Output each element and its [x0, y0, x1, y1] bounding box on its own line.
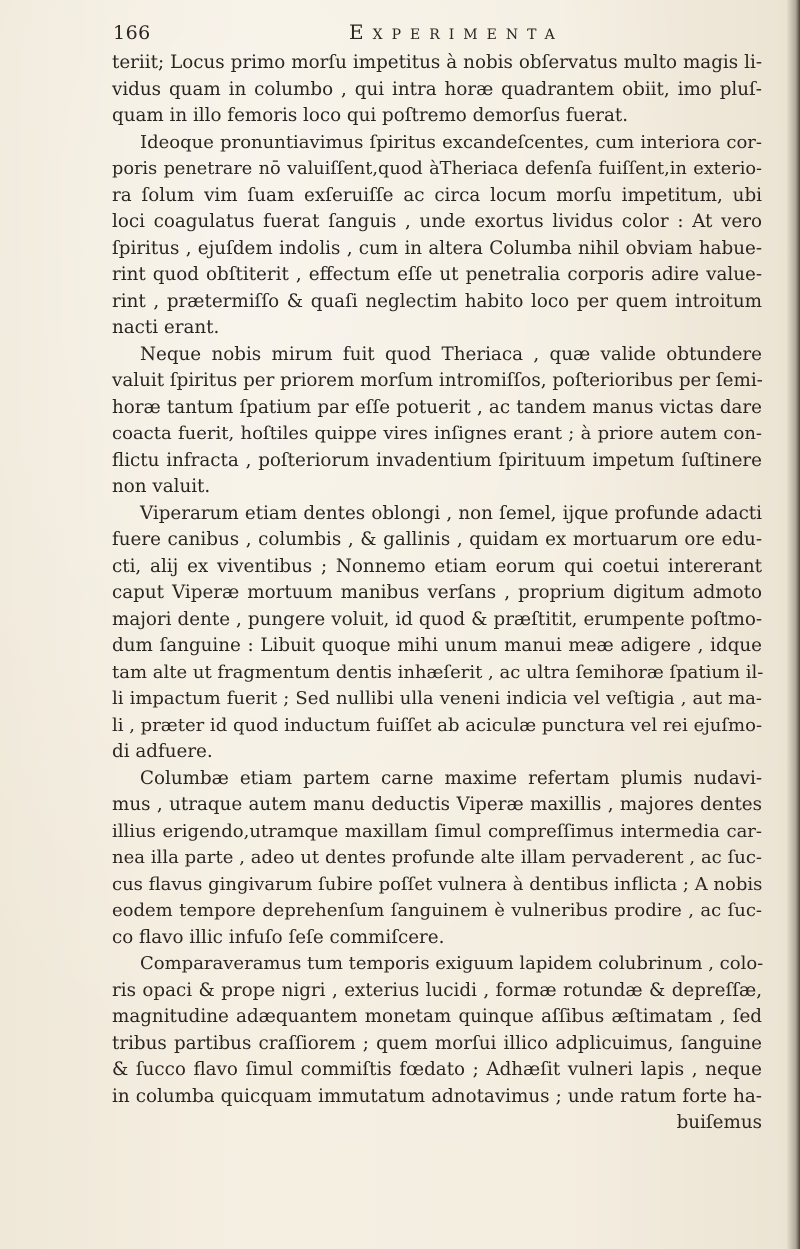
body-text [112, 50, 762, 1137]
text-line: nea illa parte , adeo ut dentes profunde alte illam pervaderent , ac ſuc- [112, 847, 762, 868]
text-line: Columbæ etiam partem carne maxime refertam plumis nudavi- [140, 767, 762, 789]
text-line: valuit ſpiritus per priorem morſum intromiſſos, poſterioribus per ſemi- [112, 370, 763, 391]
text-line: vidus quam in columbo , qui intra horæ quadrantem obiit, imo pluſ- [112, 78, 762, 100]
text-line: tribus partibus craſſiorem ; quem morſui illico adplicuimus, ſanguine [112, 1032, 762, 1054]
text-line: teriit; Locus primo morſu impetitus à nobis obſervatus multo magis li- [112, 52, 762, 73]
text-line: li , præter id quod inductum fuiſſet ab aciculæ punctura vel rei ejuſmo- [112, 714, 763, 736]
text-line: Viperarum etiam dentes oblongi , non ſemel, ijque profunde adacti [140, 502, 762, 524]
text-line: fuere canibus , columbis , & gallinis , quidam ex mortuarum ore edu- [112, 529, 762, 550]
text-line: in columba quicquam immutatum adnotavimus ; unde ratum forte ha- [112, 1085, 762, 1107]
text-line: caput Viperæ mortuum manibus verſans , proprium digitum admoto [112, 582, 762, 603]
text-line: & ſucco flavo ſimul commiſtis fœdato ; Adhæſit vulneri lapis , neque [112, 1059, 762, 1080]
text-line: horæ tantum ſpatium par eſſe potuerit , ac tandem manus victas dare [112, 396, 762, 418]
running-head: Experimenta [349, 20, 564, 44]
text-line: poris penetrare nō valuiſſent,quod àTheriaca defenſa fuiſſent,in exterio- [112, 159, 762, 179]
text-line: rint , prætermiſſo & quaſi neglectim habito loco per quem introitum [112, 290, 762, 312]
text-line: cti, alij ex viventibus ; Nonnemo etiam eorum qui coetui intererant [112, 555, 762, 577]
text-line: magnitudine adæquantem monetam quinque aſſibus æſtimatam , ſed [112, 1006, 762, 1027]
text-line: loci coagulatus fuerat ſanguis , unde exortus lividus color : At vero [112, 211, 762, 232]
text-line: Ideoque pronuntiavimus ſpiritus excandeſcentes, cum interiora cor- [140, 131, 762, 153]
text-line: dum ſanguine : Libuit quoque mihi unum manui meæ adigere , idque [112, 635, 762, 656]
text-line: rint quod obſtiterit , effectum eſſe ut penetralia corporis adire value- [112, 264, 762, 285]
text-line: eodem tempore deprehenſum ſanguinem è vulneribus prodire , ac ſuc- [112, 900, 762, 921]
text-line: ris opaci & prope nigri , exterius lucidi , formæ rotundæ & depreſſæ, [112, 979, 762, 1001]
text-line: Comparaveramus tum temporis exiguum lapidem colubrinum , colo- [140, 953, 764, 974]
page-header [113, 18, 760, 50]
text-line: mus , utraque autem manu deductis Viperæ maxillis , majores dentes [112, 794, 762, 815]
page-number: 166 [113, 22, 151, 44]
text-line: buiſemus [676, 1112, 762, 1133]
text-line: di adfuere. [112, 741, 213, 762]
text-line: ra ſolum vim ſuam exſeruiſſe ac circa locum morſu impetitum, ubi [112, 184, 762, 206]
text-line: flictu infracta , poſteriorum invadentium ſpirituum impetum ſuſtinere [112, 449, 762, 471]
text-line: quam in illo femoris loco qui poſtremo demorſus fuerat. [112, 105, 629, 126]
text-line: non valuit. [112, 476, 211, 497]
text-line: coacta fuerit, hoſtiles quippe vires inſignes erant ; à priore autem con- [112, 423, 762, 444]
text-line: illius erigendo,utramque maxillam ſimul compreſſimus intermedia car- [112, 820, 762, 842]
text-line: tam alte ut fragmentum dentis inhæſerit , ac ultra ſemihoræ ſpatium il- [112, 661, 764, 683]
page-edge-shadow [786, 0, 800, 1249]
text-line: li impactum fuerit ; Sed nullibi ulla veneni indicia vel veſtigia , aut ma- [112, 688, 762, 709]
text-line: majori dente , pungere voluit, id quod & præſtitit, erumpente poſtmo- [112, 608, 762, 630]
text-line: co flavo illic infuſo ſeſe commiſcere. [112, 926, 445, 948]
text-line: ſpiritus , ejuſdem indolis , cum in altera Columba nihil obviam habue- [112, 237, 762, 259]
text-line: cus flavus gingivarum ſubire poſſet vulnera à dentibus inflicta ; A nobis [112, 873, 763, 895]
text-line: nacti erant. [112, 317, 220, 338]
text-line: Neque nobis mirum fuit quod Theriaca , quæ valide obtundere [140, 343, 762, 365]
